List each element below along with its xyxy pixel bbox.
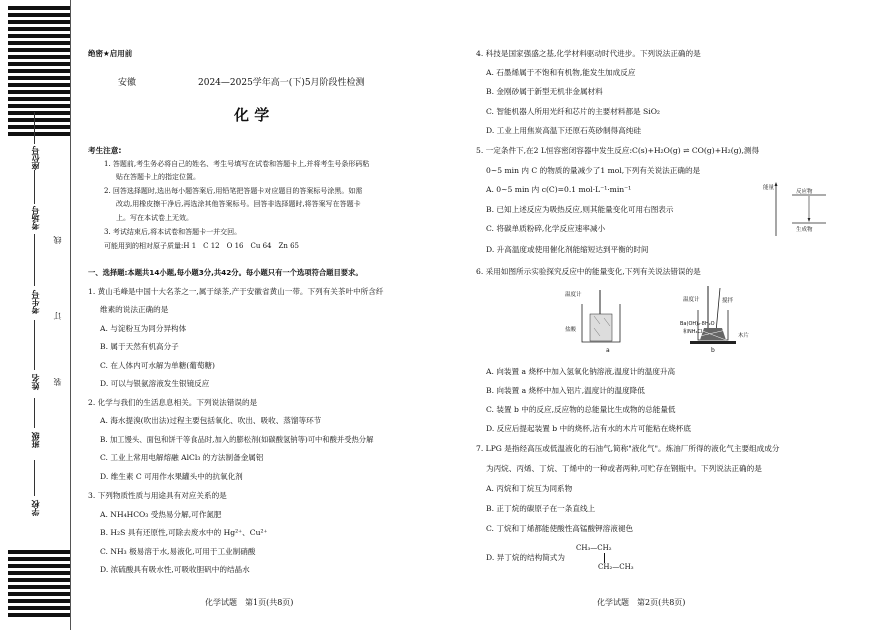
option: A. 向装置 a 烧杯中加入氢氧化钠溶液,温度计的温度升高 [486, 367, 676, 376]
option: A. 丙烷和丁烷互为同系物 [486, 484, 573, 493]
notice-title: 考生注意: [88, 146, 122, 155]
stirrer-label: 搅拌 [722, 298, 734, 304]
room-no-line [34, 170, 35, 204]
option: C. 智能机器人所用光纤和芯片的主要材料都是 SiO₂ [486, 107, 660, 116]
mark-zhuang: 装 [53, 378, 62, 386]
option: C. 丁烷和丁烯都能使酸性高锰酸钾溶液褪色 [486, 524, 634, 533]
question-6: 6. 采用如图所示实验探究反应中的能量变化,下列有关说法错误的是 [476, 267, 701, 276]
option: C. 装置 b 中的反应,反应物的总能量比生成物的总能量低 [486, 405, 676, 414]
option: B. 属于天然有机高分子 [100, 342, 179, 351]
option: D. 可以与银氨溶液发生银镜反应 [100, 379, 210, 388]
apparatus-a-label: a [606, 347, 610, 354]
option: A. 石墨烯属于不饱和有机物,能发生加成反应 [486, 68, 636, 77]
question-2: 2. 化学与我们的生活息息相关。下列说法错误的是 [88, 398, 258, 407]
section-title: 一、选择题:本题共14小题,每小题3分,共42分。每小题只有一个选项符合题目要求。 [88, 268, 363, 277]
name-label: 姓名 [31, 374, 40, 390]
energy-axis-label: 能量 [763, 185, 775, 191]
page-footer-left: 化学试题 第1页(共8页) [205, 598, 294, 607]
option: B. H₂S 具有还原性,可除去废水中的 Hg²⁺、Cu²⁺ [100, 528, 268, 537]
thermometer-label-b: 温度计 [683, 297, 700, 303]
option: B. 金刚砂属于新型无机非金属材料 [486, 87, 603, 96]
school-label: 学校 [31, 500, 40, 516]
room-no-label: 考场号 [31, 206, 40, 230]
option: D. 反应后提起装置 b 中的烧杯,沾有水的木片可能粘在烧杯底 [486, 424, 691, 433]
seat-no-label: 座位号 [31, 146, 40, 170]
question-7: 7. LPG 是指经高压或低温液化的石油气,简称"液化气"。炼油厂所得的液化气主要组成成分 [476, 444, 780, 453]
question-3: 3. 下列物质性质与用途具有对应关系的是 [88, 491, 227, 500]
option: A. 与淀粉互为同分异构体 [100, 324, 187, 333]
notice-line: 3. 考试结束后,将本试卷和答题卡一并交回。 [104, 228, 242, 236]
notice-line: 改动,用橡皮擦干净后,再选涂其他答案标号。回答非选择题时,将答案写在答题卡 [116, 200, 361, 208]
option: B. 加工馒头、面包和饼干等食品时,加入的膨松剂(如碳酸氢钠等)可中和酸并受热分解 [100, 435, 374, 444]
notice-line: 1. 答题前,考生务必将自己的姓名、考生号填写在试卷和答题卡上,并将考生号条形码粘 [104, 160, 370, 168]
secret-tag: 绝密★启用前 [88, 49, 133, 58]
question-4: 4. 科技是国家强盛之基,化学材料驱动时代进步。下列说法正确的是 [476, 49, 701, 58]
name-line [34, 320, 35, 370]
reactant-label: 反应物 [796, 189, 813, 195]
hydrochloric-label: 盐酸 [565, 327, 577, 333]
product-label: 生成物 [796, 227, 813, 233]
thermometer-label-a: 温度计 [565, 292, 582, 298]
apparatus-b-label: b [711, 347, 715, 354]
subject-title: 化 学 [234, 106, 270, 124]
mark-ding: 订 [53, 312, 62, 320]
nh4cl-label: 和NH₄Cl [683, 329, 703, 335]
question-line: 维素的说法正确的是 [100, 305, 169, 314]
option: D. 升高温度或使用催化剂能缩短达到平衡的时间 [486, 245, 649, 254]
option: C. 将碳单质粉碎,化学反应速率减小 [486, 224, 606, 233]
option: C. 工业上常用电解熔融 AlCl₃ 的方法制备金属铝 [100, 453, 264, 462]
notice-line: 贴在答题卡上的指定位置。 [116, 173, 200, 181]
option: A. NH₄HCO₃ 受热易分解,可作氮肥 [100, 510, 222, 519]
class-label: 班级 [31, 432, 40, 448]
page-footer-right: 化学试题 第2页(共8页) [597, 598, 686, 607]
option: B. 向装置 a 烧杯中加入铝片,温度计的温度降低 [486, 386, 645, 395]
reagent-label: Ba(OH)₂·8H₂O [680, 321, 715, 327]
question-line: 为丙烷、丙烯、丁烷、丁烯中的一种或者两种,可贮存在钢瓶中。下列说法正确的是 [486, 464, 762, 473]
class-line [34, 398, 35, 428]
notice-line: 上。写在本试卷上无效。 [116, 214, 193, 222]
option: A. 海水提溴(吹出法)过程主要包括氧化、吹出、吸收、蒸馏等环节 [100, 416, 322, 425]
wood-label: 木片 [738, 333, 750, 339]
notice-line: 可能用到的相对原子质量:H 1 C 12 O 16 Cu 64 Zn 65 [104, 242, 300, 250]
question-5: 5. 一定条件下,在2 L恒容密闭容器中发生反应:C(s)+H₂O(g) ⇌ CO(g)+H₂(g),测得 [476, 146, 760, 155]
option: D. 异丁烷的结构简式为 [486, 553, 565, 562]
binding-divider [70, 0, 71, 630]
option: C. NH₃ 极易溶于水,易液化,可用于工业制硝酸 [100, 547, 256, 556]
option: D. 工业上用焦炭高温下还原石英砂制得高纯硅 [486, 126, 641, 135]
mark-xian: 线 [53, 236, 62, 244]
exam-no-line [34, 234, 35, 286]
apparatus-diagram [560, 284, 750, 354]
exam-title: 2024—2025学年高一(下)5月阶段性检测 [198, 78, 365, 88]
question-line: 0~5 min 内 C 的物质的量减少了1 mol,下列有关说法正确的是 [486, 166, 701, 175]
school-line [34, 460, 35, 496]
seat-no-line [34, 112, 35, 144]
exam-no-label: 考生号 [31, 290, 40, 314]
option: B. 已知上述反应为吸热反应,则其能量变化可用右图表示 [486, 205, 674, 214]
option: B. 正丁烷的碳原子在一条直线上 [486, 504, 596, 513]
region: 安徽 [118, 78, 137, 88]
option: D. 浓硫酸具有吸水性,可吸收胆矾中的结晶水 [100, 565, 250, 574]
notice-line: 2. 回答选择题时,选出每小题答案后,用铅笔把答题卡对应题目的答案标号涂黑。如需 [104, 187, 363, 195]
formula-bottom: CH₂—CH₃ [598, 563, 634, 571]
option: C. 在人体内可水解为单糖(葡萄糖) [100, 361, 216, 370]
option: A. 0~5 min 内 c(C)=0.1 mol·L⁻¹·min⁻¹ [486, 185, 632, 194]
option: D. 维生素 C 可用作水果罐头中的抗氧化剂 [100, 472, 243, 481]
formula-top: CH₃—CH₂ [576, 544, 612, 552]
question-1: 1. 黄山毛峰是中国十大名茶之一,属于绿茶,产于安徽省黄山一带。下列有关茶叶中所含纤 [88, 287, 384, 296]
